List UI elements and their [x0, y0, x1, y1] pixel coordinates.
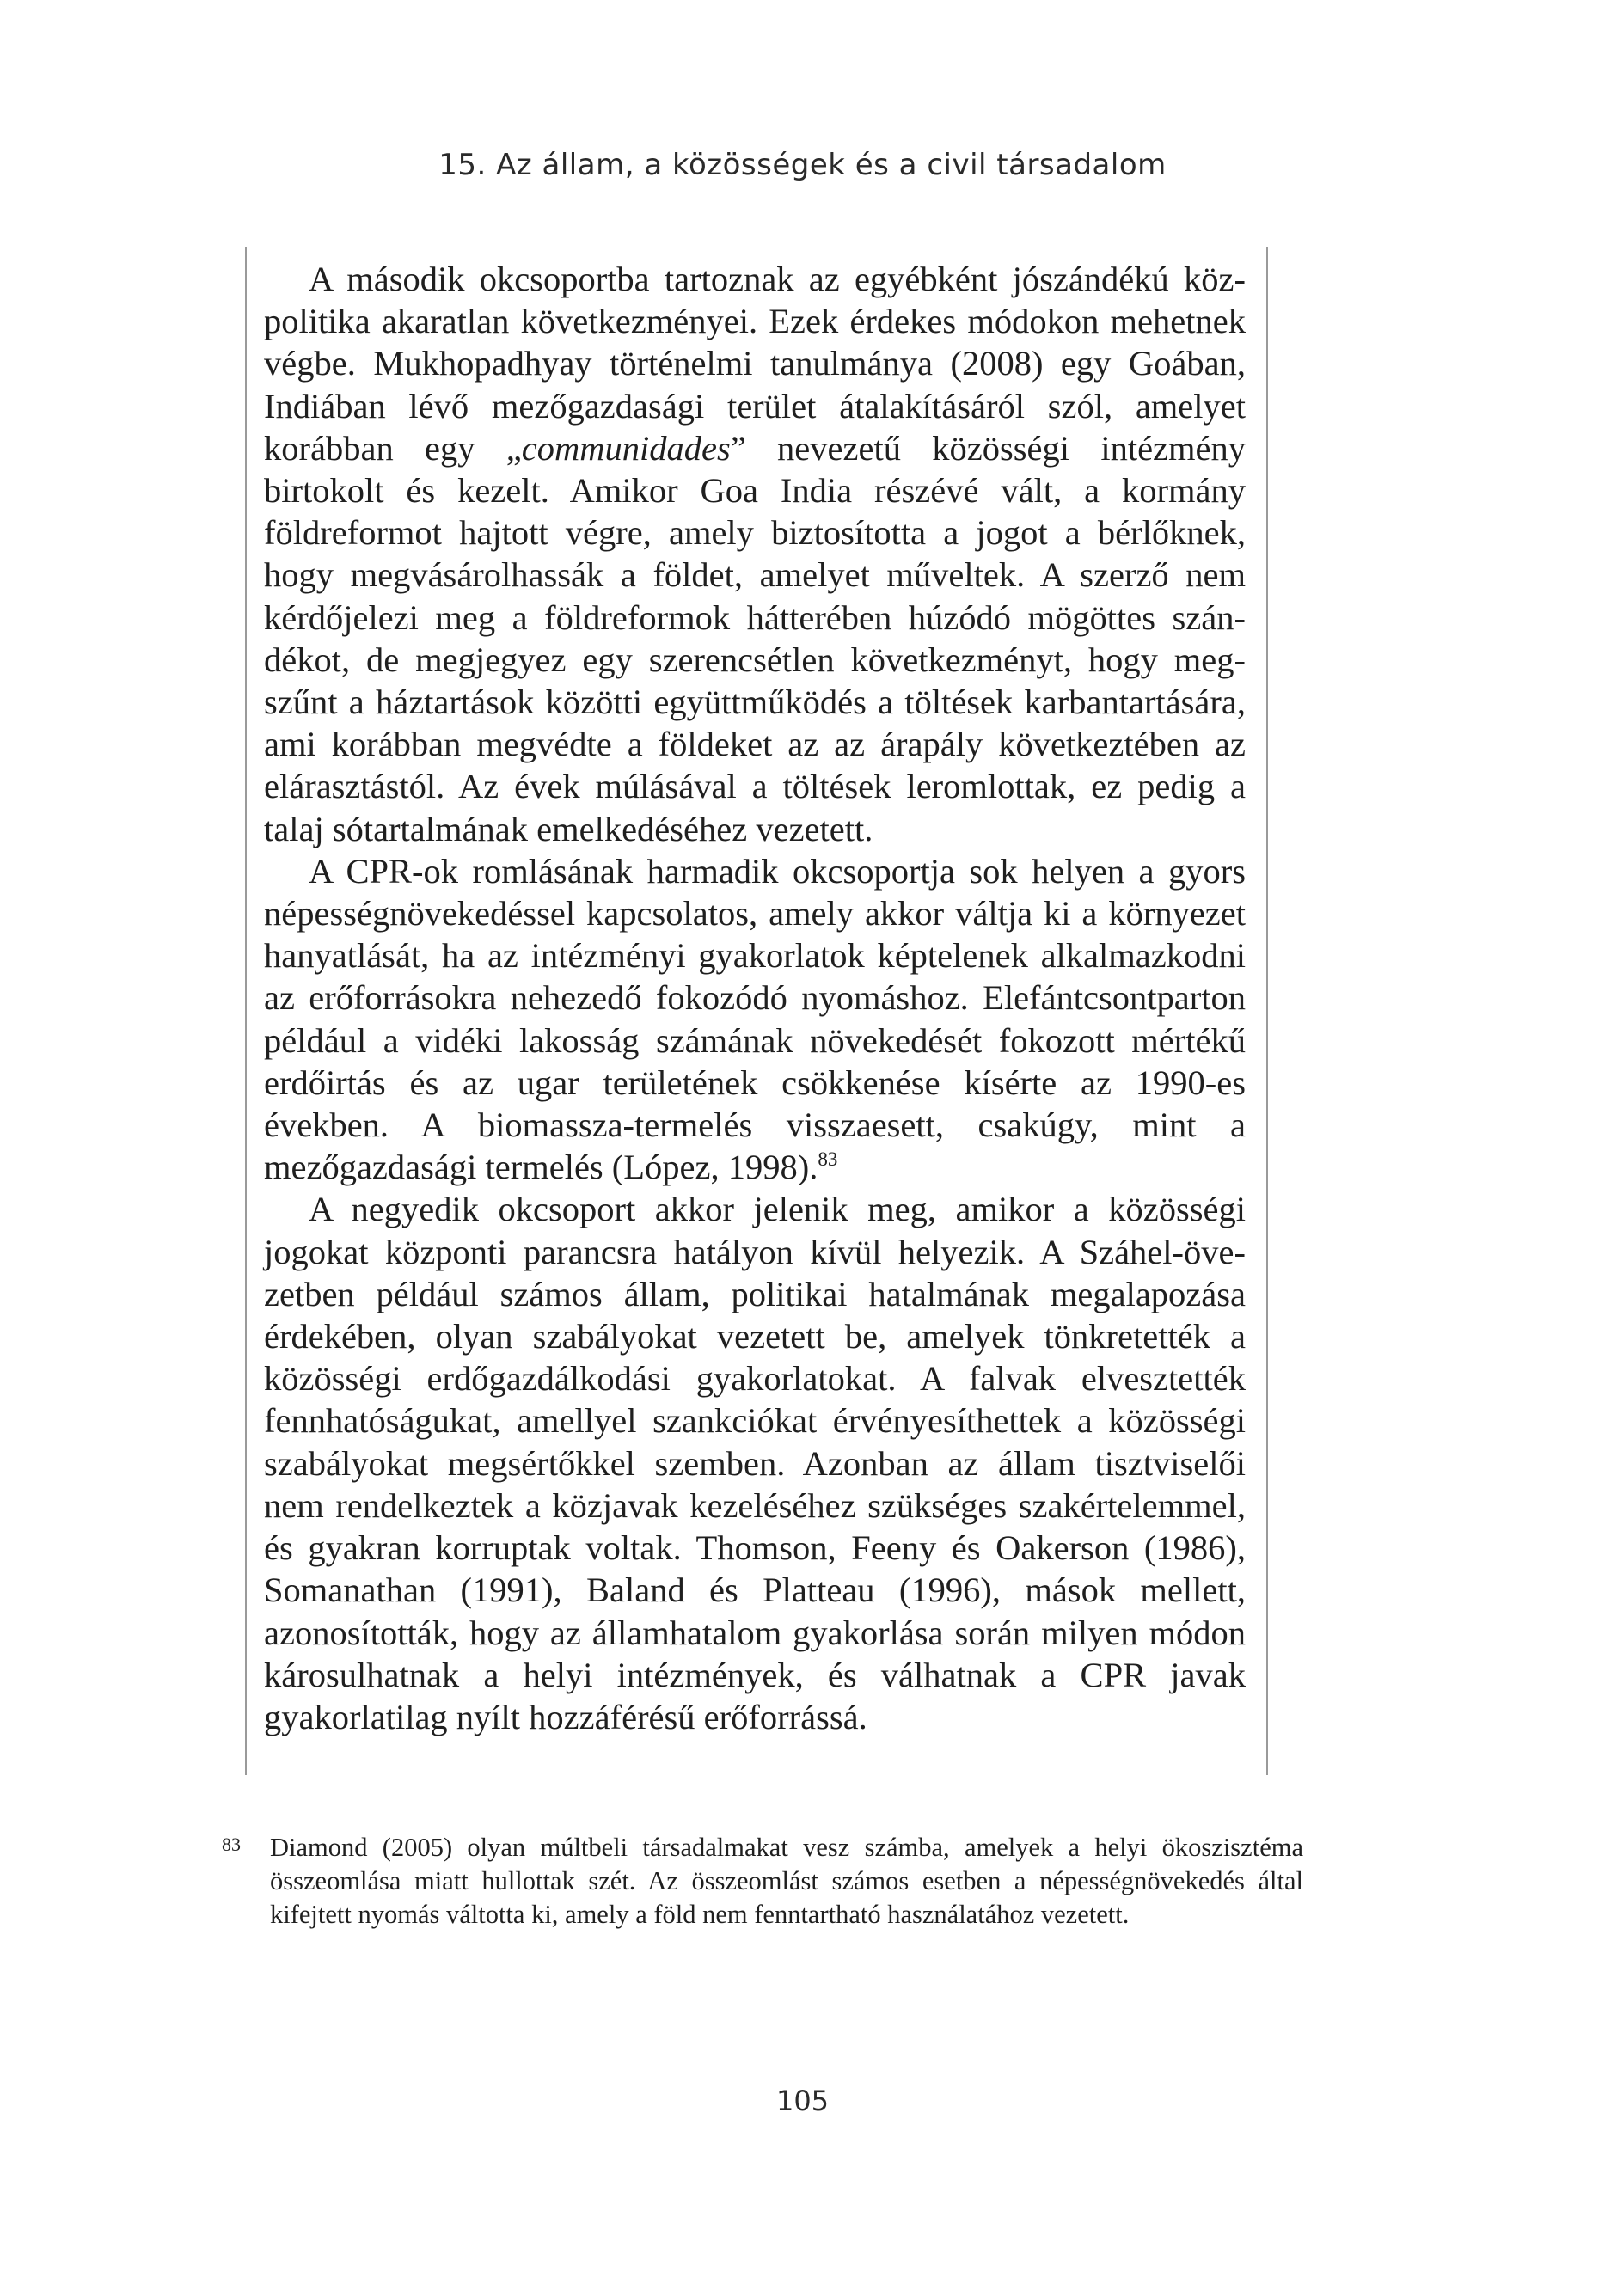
- paragraph-1-text-a: A második okcsoportba tartoznak az egyébként jószándékú közpolitika akaratlan következményei. Ezek érdekes módokon mehetnek végbe. Mukhopadhyay történelmi tanulmánya (2008) egy Goában, Indiában lévő mezőgazdasági terület átalakításáról szól, amelyet korábban egy „: [264, 260, 1246, 468]
- paragraph-3-text: A negyedik okcsoport akkor jelenik meg, amikor a közösségi jogokat központi parancsra hatályon kívül helyezik. A Száhel-övezetben például számos állam, politikai hatalmának megalapozása érdekében, olyan szabályokat vezetett be, amelyek tönkretették a közösségi erdőgazdálkodási gyakorlatokat. A falvak elvesztették fennhatóságukat, amellyel szankciókat érvényesíthettek a közösségi szabályokat megsértőkkel szemben. Azonban az állam tisztviselői nem rendelkeztek a közjavak kezeléséhez szükséges szakértelemmel, és gyakran korruptak voltak. Thomson, Feeny és Oakerson (1986), Somanathan (1991), Baland és Platteau (1996), mások mellett, azonosították, hogy az államhatalom gyakorlása során milyen módon károsulhatnak a helyi intézmények, és válhatnak a CPR javak gyakorlatilag nyílt hozzáférésű erőforrássá.: [264, 1190, 1246, 1736]
- paragraph-2: [264, 850, 1246, 1189]
- main-text-block: [245, 247, 1268, 1775]
- running-head: 15. Az állam, a közösségek és a civil társadalom: [438, 148, 1167, 182]
- paragraph-2-text: A CPR-ok romlásának harmadik okcsoportja sok helyen a gyors népességnövekedéssel kapcsolatos, amely akkor váltja ki a környezet hanyatlását, ha az intézményi gyakorlatok képtelenek alkalmazkodni az erőforrásokra nehezedő fokozódó nyomáshoz. Elefántcsontparton például a vidéki lakosság számának növekedését fokozott mértékű erdőirtás és az ugar területének csökkenése kísérte az 1990-es években. A biomassza-termelés visszaesett, csakúgy, mint a mezőgazdasági termelés (López, 1998).: [264, 851, 1246, 1187]
- footnote-text: Diamond (2005) olyan múltbeli társadalmakat vesz számba, amelyek a helyi ökoszisztéma összeomlása miatt hullottak szét. Az összeomlást számos esetben a népességnövekedés által kifejtett nyomás váltotta ki, amely a föld nem fenntartható használatához vezetett.: [270, 1833, 1303, 1929]
- paragraph-1: [264, 258, 1246, 850]
- footnote-reference[interactable]: 83: [818, 1148, 838, 1171]
- footnote-mark: 83: [222, 1834, 241, 1855]
- footnote: [222, 1831, 1303, 1932]
- paragraph-1-italic-term: communidades: [521, 428, 731, 468]
- paragraph-3: [264, 1188, 1246, 1738]
- paragraph-1-text-b: ” nevezetű közösségi intézmény birtokolt és kezelt. Amikor Goa India részévé vált, a kormány földreformot hajtott végre, amely biztosította a jogot a bérlőknek, hogy megvásárolhassák a földet, amelyet műveltek. A szerző nem kérdőjelezi meg a földreformok hátterében húzódó mögöttes szándékot, de megjegyez egy szerencsétlen következményt, hogy megszűnt a háztartások közötti együttműködés a töltések karbantartására, ami korábban megvédte a földeket az az árapály következtében az elárasztástól. Az évek múlásával a töltések leromlottak, ez pedig a talaj sótartalmának emelkedéséhez vezetett.: [264, 428, 1246, 848]
- page-number: 105: [775, 2085, 830, 2117]
